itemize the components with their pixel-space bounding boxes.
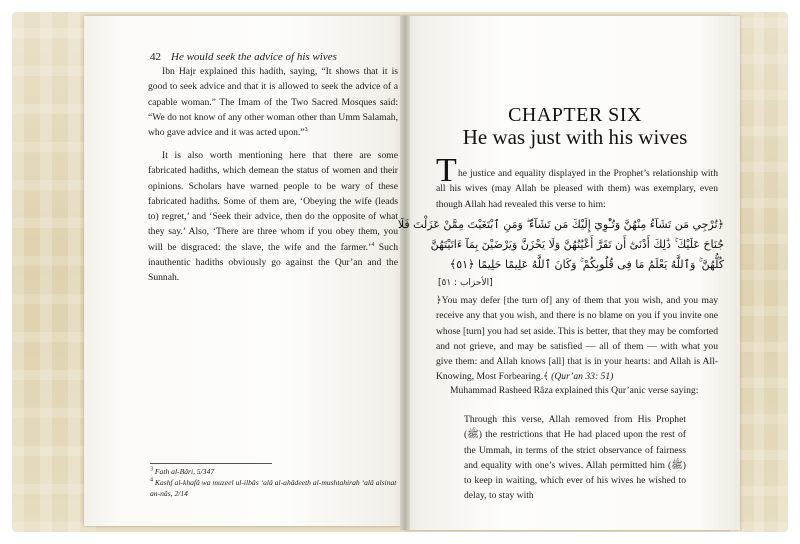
translation	[436, 293, 718, 385]
footnote-divider	[150, 463, 272, 464]
paragraph-text: he justice and equality displayed in the Prophet’s relationship with all his wives (may Allah be pleased with them) was exemplary, even though Allah had revealed this verse to him:	[436, 168, 718, 210]
arabic-verse-line: كُلُّهُنَّ ۚ وَٱللَّهُ يَعْلَمُ مَا فِى قُلُوبِكُمْ ۚ وَكَانَ ٱللَّهُ عَلِيمًا حَلِيمًا ﴿٥١﴾	[449, 258, 724, 271]
verse-citation: (Qur’an 33: 51)	[551, 371, 614, 383]
footnote	[150, 477, 398, 499]
running-header	[150, 50, 337, 65]
footnote-text: Kashf al-khafâ wa muzeel ul-ilbâs ‘alâ al-ahâdeeth al-mushtahirah ‘alâ alsinat an-nâs, 2/14	[150, 478, 397, 498]
arabic-verse-line: جُنَاحَ عَلَيْكَ ۚ ذَٰلِكَ أَدْنَىٰٓ أَن تَقَرَّ أَعْيُنُهُنَّ وَلَا يَحْزَنَّ وَيَرْضَيْنَ بِمَآ ءَاتَيْتَهُنَّ	[430, 238, 724, 251]
paragraph-text: Ibn Hajr explained this hadith, saying, “It shows that it is good to seek advice and that it is allowed to seek the advice of a capable woman.” The Imam of the Two Sacred Mosques said: “We do not know of any other woman other than Umm Salamah, who gave advice and it was acted upon.”	[148, 66, 398, 139]
chapter-label: CHAPTER SIX	[508, 104, 642, 126]
paragraph	[148, 64, 398, 140]
paragraph-text: Such inauthentic hadiths obviously go against the Qur’an and the Sunnah.	[148, 241, 398, 284]
paragraph-text: Muhammad Rasheed Râza explained this Qur’anic verse saying:	[450, 385, 699, 396]
footnote-marker: 4	[371, 241, 375, 248]
block-quote	[464, 412, 686, 504]
page-number: 42	[150, 51, 161, 63]
paragraph	[436, 383, 718, 398]
paragraph	[148, 148, 398, 286]
footnote-marker: 3	[304, 127, 308, 133]
running-header-title: He would seek the advice of his wives	[171, 51, 337, 63]
book-spine	[400, 16, 410, 530]
footnote-text: Fath al-Bâri, 5/347	[154, 467, 215, 476]
chapter-title: He was just with his wives	[462, 125, 688, 149]
drop-cap: T	[436, 152, 457, 189]
paragraph-text: It is also worth mentioning here that there are some fabricated hadiths, which demean the status of women and their opinions. Scholars have warned people to be wary of these fabricated hadiths. Some of them are, ‘Obeying the wife (leads to) regret,’ and ‘Seek their advice, then do the opposite of what they say.’ Also, ‘There are three whom if you obey them, you will be disgraced: the slave, the wife and the farmer.’	[148, 150, 398, 253]
footnote-number: 3	[150, 466, 153, 473]
quote-text: Through this verse, Allah removed from His Prophet (ﷺ) the restrictions that He had placed upon the rest of the Ummah, in terms of the strict observance of fairness and equality with one’s wives. Allah permitted him (ﷺ) to keep in waiting, which ever of his wives he wished to delay, to stay with	[464, 414, 686, 502]
paragraph	[436, 166, 718, 212]
arabic-verse-line: ﴿تُرْجِي مَن تَشَآءُ مِنْهُنَّ وَتُـْٔوِيٓ إِلَيْكَ مَن تَشَآءُ ۖ وَمَنِ ٱبْتَغَيْتَ مِمَّنْ عَزَلْتَ فَلَا	[397, 218, 724, 231]
translation-text: ﴿You may defer [the turn of] any of them that you wish, and you may receive any that you wish, and there is no blame on you if you invite one whose [turn] you had set aside. This is better, that they may be comforted and not grieve, and may be satisfied — all of them — with what you give them: and Allah knows [all] that is in your hearts: and Allah is All-Knowing, Most Forbearing.﴾	[436, 295, 718, 383]
arabic-reference: [الأحزاب : ٥١]	[438, 278, 493, 288]
footnote	[150, 466, 398, 477]
footnote-number: 4	[150, 477, 153, 484]
